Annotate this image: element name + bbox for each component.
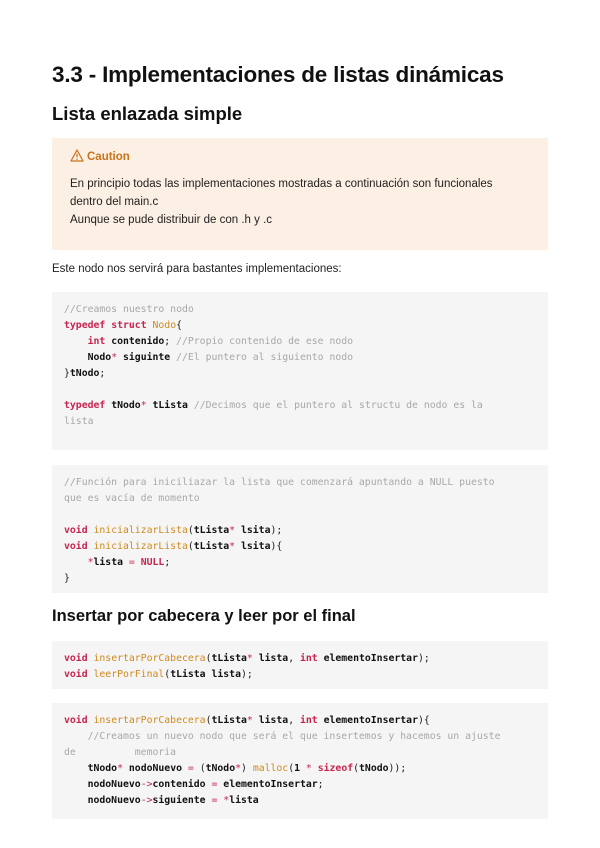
code-token: que es vacía de momento (64, 493, 200, 504)
code-token: tLista (211, 715, 247, 726)
code-token (64, 779, 88, 790)
caution-title (70, 149, 530, 165)
code-token: tLista (211, 653, 247, 664)
code-line (64, 713, 536, 729)
code-token: typedef (64, 400, 106, 411)
code-token: nodoNuevo (87, 795, 141, 806)
code-line (64, 651, 536, 667)
caution-line: En principio todas las implementaciones mostradas a continuación son funcionales (70, 178, 493, 190)
code-token: lsita (240, 541, 271, 552)
code-token: //Propio contenido de ese nodo (176, 336, 354, 347)
caution-title-text: Caution (87, 151, 130, 163)
code-token: } (64, 368, 70, 379)
code-token: siguinte (123, 352, 171, 363)
code-token (64, 352, 88, 363)
code-line (64, 555, 536, 571)
code-line (64, 350, 536, 366)
code-token: tLista (193, 525, 230, 536)
code-token: int (299, 653, 318, 664)
code-token: ( (288, 763, 295, 774)
code-line (64, 302, 536, 318)
code-token: void (64, 653, 88, 664)
page-title: 3.3 - Implementaciones de listas dinámicas (52, 62, 504, 87)
code-token: //Creamos un nuevo nodo que será el que insertemos y hacemos un ajuste (87, 731, 501, 742)
code-token: ; (99, 368, 106, 379)
code-token: tNodo (69, 368, 100, 379)
code-token: ( (187, 525, 194, 536)
code-token: ( (205, 715, 212, 726)
code-token: inicializarLista (93, 525, 188, 536)
code-line (64, 793, 536, 809)
code-token: elementoInsertar (323, 715, 418, 726)
section-heading-insertar: Insertar por cabecera y leer por el final (52, 607, 356, 625)
code-line (64, 414, 536, 430)
code-token: leerPorFinal (93, 669, 165, 680)
code-token: ( (187, 541, 194, 552)
code-token: * (111, 352, 118, 363)
code-token: 1 (294, 763, 301, 774)
intro-paragraph: Este nodo nos servirá para bastantes implementaciones: (52, 263, 342, 275)
code-token: int (299, 715, 318, 726)
code-token: //Creamos nuestro nodo (64, 304, 194, 315)
code-line (64, 398, 536, 414)
code-token: ){ (270, 541, 283, 552)
code-token (64, 763, 88, 774)
code-token: * (235, 763, 242, 774)
code-token: tNodo (87, 763, 118, 774)
code-token: struct (111, 320, 147, 331)
code-token: //Función para iniciliazar la lista que comenzará apuntando a NULL puesto (64, 477, 495, 488)
code-line (64, 745, 536, 761)
code-token (64, 795, 88, 806)
code-token: insertarPorCabecera (93, 653, 206, 664)
code-token: ){ (417, 715, 430, 726)
code-token: sizeof (317, 763, 354, 774)
code-token: tLista (152, 400, 188, 411)
code-token: , (288, 653, 300, 664)
code-token: NULL (140, 557, 165, 568)
code-token: * (117, 763, 123, 774)
code-line (64, 777, 536, 793)
code-token: nodoNuevo (128, 763, 182, 774)
code-token: = (187, 763, 194, 774)
code-token: lsita (240, 525, 271, 536)
caution-line: dentro del main.c (70, 196, 159, 208)
code-token: { (176, 320, 182, 331)
caution-line: Aunque se pude distribuir de con .h y .c (70, 214, 273, 226)
code-line (64, 729, 536, 745)
code-token: nodoNuevo (87, 779, 141, 790)
code-token: contenido (111, 336, 165, 347)
code-block-inicializar (52, 465, 548, 593)
code-token: elementoInsertar (223, 779, 318, 790)
code-token (64, 557, 88, 568)
code-token: ); (270, 525, 283, 536)
code-line (64, 475, 536, 491)
code-line (64, 318, 536, 334)
caution-callout (52, 138, 548, 250)
code-token: //Decimos que el puntero al structu de nodo es la (193, 400, 483, 411)
code-token: int (87, 336, 106, 347)
code-token: * (229, 541, 236, 552)
code-token: typedef (64, 320, 106, 331)
code-token: -> (140, 795, 153, 806)
code-token: * (246, 653, 253, 664)
code-token: ; (164, 557, 171, 568)
code-line (64, 539, 536, 555)
code-token: tNodo (111, 400, 141, 411)
code-line (64, 667, 536, 683)
code-line (64, 334, 536, 350)
code-token: lista (93, 557, 123, 568)
code-token: tLista (170, 669, 206, 680)
code-token: ) (241, 763, 253, 774)
caution-body (70, 175, 530, 229)
code-token (64, 731, 88, 742)
code-token: lista (229, 795, 259, 806)
code-token: malloc (252, 763, 289, 774)
code-token: Nodo (152, 320, 177, 331)
code-token: * (87, 557, 94, 568)
code-token: void (64, 525, 88, 536)
section-heading-lista-enlazada: Lista enlazada simple (52, 103, 243, 124)
code-token: siguiente (152, 795, 206, 806)
code-token: lista (211, 669, 241, 680)
code-token: ); (417, 653, 430, 664)
code-token: * (223, 795, 230, 806)
code-token: ( (164, 669, 171, 680)
code-token: contenido (152, 779, 206, 790)
code-line (64, 366, 536, 382)
code-token: lista (258, 653, 289, 664)
code-block-insertar (52, 703, 548, 819)
code-line (64, 523, 536, 539)
code-token: } (64, 573, 70, 584)
code-token: ( (193, 763, 206, 774)
code-token: , (288, 715, 300, 726)
code-token: = (128, 557, 135, 568)
code-token: * (246, 715, 253, 726)
code-token: ; (317, 779, 324, 790)
code-token: inicializarLista (93, 541, 188, 552)
code-token: ( (205, 653, 212, 664)
code-token: = (211, 795, 218, 806)
code-token: = (211, 779, 218, 790)
code-token: tNodo (359, 763, 389, 774)
code-token: lista (64, 416, 94, 427)
code-token: void (64, 715, 88, 726)
code-block-nodo (52, 292, 548, 450)
warning-triangle-icon (70, 149, 84, 165)
code-token: ( (353, 763, 360, 774)
code-line (64, 571, 536, 587)
code-token: * (140, 400, 147, 411)
code-block-prototipos (52, 641, 548, 689)
code-token (64, 336, 88, 347)
code-token: Nodo (87, 352, 112, 363)
code-line (64, 491, 536, 507)
code-token: de memoria (64, 747, 177, 758)
code-token: elementoInsertar (323, 653, 418, 664)
code-token: -> (140, 779, 153, 790)
code-token: * (229, 525, 236, 536)
code-token: lista (258, 715, 289, 726)
code-line (64, 507, 536, 523)
code-token: void (64, 669, 88, 680)
code-token: ); (240, 669, 253, 680)
code-line (64, 761, 536, 777)
code-token: * (305, 763, 312, 774)
code-token: tLista (193, 541, 230, 552)
code-token: tNodo (205, 763, 236, 774)
code-token: //El puntero al siguiento nodo (176, 352, 354, 363)
code-token: )); (388, 763, 407, 774)
code-token: insertarPorCabecera (93, 715, 206, 726)
code-line (64, 382, 536, 398)
code-token: ; (164, 336, 177, 347)
code-token: void (64, 541, 88, 552)
